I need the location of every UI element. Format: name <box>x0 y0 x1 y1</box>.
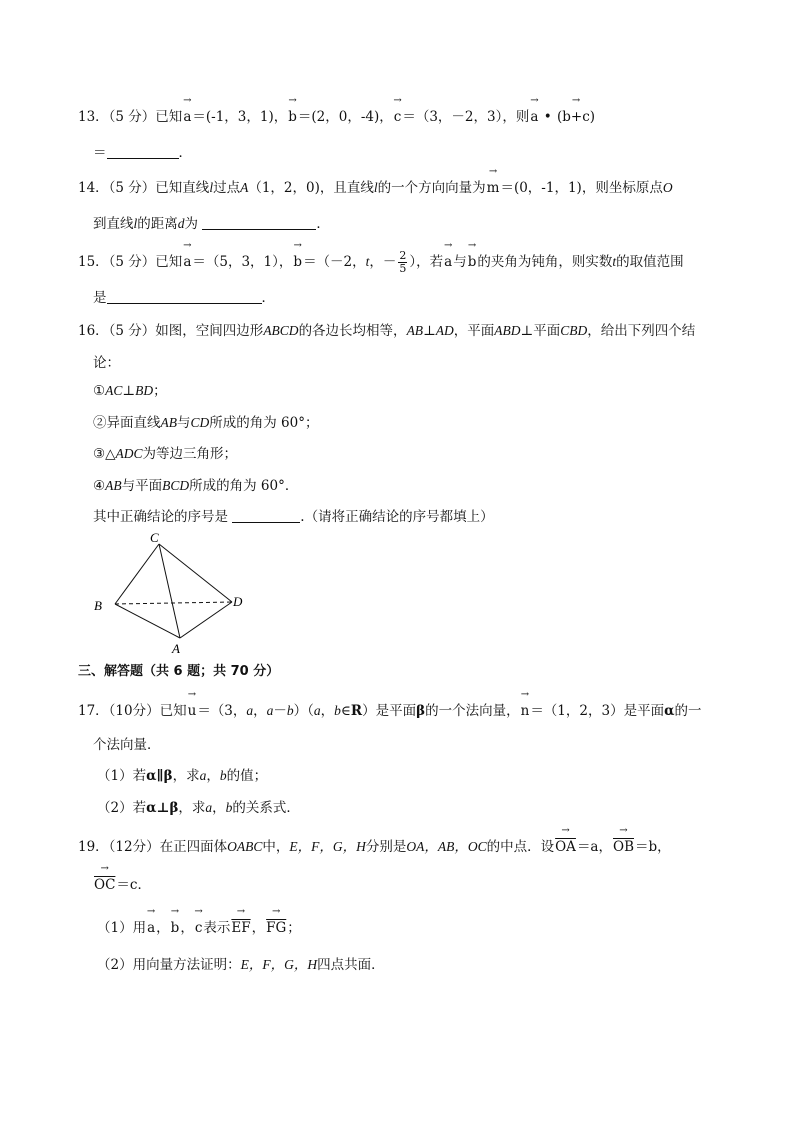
q17-text: 的值； <box>226 768 268 784</box>
label-C: C <box>150 530 159 545</box>
var-AD: AD <box>435 323 454 338</box>
segments: OA，AB，OC <box>406 839 487 854</box>
label-B: B <box>94 598 102 613</box>
var-a: a <box>205 800 213 815</box>
q17-text: ， <box>320 703 335 719</box>
q13-b-value: ＝(2，0，-4)， <box>297 109 393 125</box>
q14-text: 14．（5 分）已知直线 <box>78 180 210 196</box>
vector-n: → n <box>520 701 531 721</box>
parallel-condition: α∥β <box>146 768 173 784</box>
q14-text: 为 <box>184 216 199 232</box>
q17-text: ， <box>253 703 267 719</box>
q16-option-4 <box>93 476 298 496</box>
vector-a: → a <box>443 252 453 272</box>
answer-blank[interactable] <box>107 144 179 159</box>
q16-text: .（请将正确结论的序号都填上） <box>300 509 494 525</box>
point-A: A <box>240 180 249 195</box>
dot-operator: • <box>543 109 552 125</box>
q19-line1 <box>78 837 671 857</box>
q16-option-3 <box>93 444 237 464</box>
point-O: O <box>662 180 673 195</box>
q16-option-1 <box>93 381 167 401</box>
q17-part-2 <box>97 798 300 818</box>
q15-b-value: ＝（－2， <box>303 254 366 270</box>
q15-line2 <box>93 288 275 308</box>
q17-text: ）是平面 <box>362 703 417 719</box>
var-b: b <box>219 768 227 783</box>
var-alpha: α <box>664 703 675 719</box>
vector-b: → b <box>170 918 181 938</box>
vector-b-plus-c: → (b+c) <box>556 107 596 127</box>
q16-text: ，平面 <box>453 323 495 339</box>
var-BCD: BCD <box>162 478 190 493</box>
perp-symbol: ⊥ <box>122 383 136 399</box>
q19-text: （1）用 <box>97 920 147 936</box>
perp-condition: α⊥β <box>146 800 179 816</box>
q16-text: 其中正确结论的序号是 <box>93 509 228 525</box>
q19-text: 19．（12分）在正四面体 <box>78 839 228 855</box>
var-ABD: ABD <box>494 323 521 338</box>
fraction-numerator: 2 <box>399 249 407 262</box>
vector-c: → c <box>393 107 403 127</box>
q16-text: 16．（5 分）如图，空间四边形 <box>78 323 264 339</box>
var-l: l <box>133 216 138 231</box>
q13-a-value: ＝(-1，3，1)， <box>192 109 288 125</box>
vector-FG: → $\overline{FG}$ <box>265 918 287 938</box>
var-beta: β <box>416 703 426 719</box>
q17-part-1 <box>97 766 267 786</box>
var-l: l <box>373 180 378 195</box>
q16-line1 <box>78 321 695 341</box>
vector-OA: → $\overline{OA}$ <box>554 837 577 857</box>
q17-text: 的一 <box>674 703 702 719</box>
q17-text: ，求 <box>172 768 200 784</box>
q17-text: ， <box>206 768 220 784</box>
var-l: l <box>209 180 214 195</box>
q13-line2 <box>93 143 192 163</box>
edge-BD-dashed <box>115 602 232 604</box>
q16-text: ，给出下列四个结 <box>587 323 696 339</box>
var-a: a <box>199 768 207 783</box>
q13-c-value: ＝（3，－2，3），则 <box>402 109 530 125</box>
q15-b-value: ，－ <box>369 254 397 270</box>
var-a: a <box>266 703 274 718</box>
vector-b: → b <box>287 107 298 127</box>
q16-ask <box>93 507 494 527</box>
q16-text: 所成的角为 60°． <box>189 478 299 494</box>
vector-u: → u <box>187 701 198 721</box>
var-b: b <box>286 703 294 718</box>
var-OABC: OABC <box>227 839 263 854</box>
q13-text: 13．（5 分）已知 <box>78 109 183 125</box>
tetrahedron-figure <box>88 528 258 656</box>
var-BD: BD <box>135 383 154 398</box>
period: ． <box>178 145 192 161</box>
var-t: t <box>365 254 370 269</box>
option-number: ② <box>93 415 107 431</box>
q19-text: ， <box>180 920 194 936</box>
q19-text: 分别是 <box>365 839 407 855</box>
vector-OB: → $\overline{OB}$ <box>612 837 635 857</box>
fraction-denominator: 5 <box>399 262 407 275</box>
answer-blank[interactable] <box>107 289 262 304</box>
q14-text: 的一个方向向量为 <box>377 180 486 196</box>
vector-a: → a <box>146 918 156 938</box>
q14-text: 到直线 <box>93 216 134 232</box>
q14-line1 <box>78 178 673 198</box>
edge-DA <box>180 602 232 638</box>
triangle-symbol: △ <box>105 446 116 462</box>
q19-text: 四点共面． <box>317 957 385 973</box>
q17-text: ，求 <box>178 800 206 816</box>
vector-OC: → $\overline{OC}$ <box>93 875 116 895</box>
q17-text: ＝（3， <box>197 703 247 719</box>
vector-a: → a <box>529 107 539 127</box>
option-number: ④ <box>93 478 106 494</box>
q15-line1 <box>78 250 684 275</box>
vector-c: → c <box>194 918 204 938</box>
var-AB: AB <box>105 478 122 493</box>
q16-text: ⊥平面 <box>520 323 561 339</box>
equals-sign: ＝ <box>93 145 107 161</box>
var-b: b <box>334 703 341 718</box>
q19-line2 <box>93 875 151 895</box>
q16-text: 与 <box>177 415 191 431</box>
q15-text: 的取值范围 <box>616 254 684 270</box>
fraction <box>398 250 407 275</box>
q17-line1 <box>78 701 701 721</box>
q17-text: （2）若 <box>97 800 147 816</box>
q16-line2 <box>93 353 120 373</box>
q17-text: 的一个法向量， <box>425 703 520 719</box>
var-AB: AB <box>160 415 177 430</box>
edge-CB <box>115 544 159 604</box>
q15-text: 的夹角为钝角，则实数 <box>477 254 613 270</box>
answer-blank[interactable] <box>202 215 316 230</box>
q14-text: （1，2，0)，且直线 <box>248 180 374 196</box>
q16-text: 所成的角为 60°； <box>209 415 319 431</box>
q19-text: ＝c． <box>116 877 151 893</box>
section-heading: 三、解答题（共 6 题；共 70 分） <box>78 664 280 679</box>
option-number: ③ <box>93 446 106 462</box>
q19-text: ＝b， <box>635 839 671 855</box>
q17-text: 个法向量． <box>93 737 161 753</box>
var-ADC: ADC <box>115 446 143 461</box>
option-number: ① <box>93 383 106 399</box>
q19-text: ； <box>287 920 301 936</box>
q14-line2 <box>93 214 330 234</box>
q15-text: 是 <box>93 290 107 306</box>
q19-text: （2）用向量方法证明： <box>97 957 241 973</box>
q19-text: 表示 <box>203 920 231 936</box>
q16-text: 与平面 <box>121 478 163 494</box>
q17-text: 17．（10分）已知 <box>78 703 187 719</box>
q17-text: 的关系式． <box>232 800 300 816</box>
q17-text: （1）若 <box>97 768 147 784</box>
q15-text: 15．（5 分）已知 <box>78 254 183 270</box>
q16-text: 异面直线 <box>106 415 161 431</box>
q15-text: ），若 <box>409 254 444 270</box>
q16-text: ； <box>153 383 167 399</box>
var-t: t <box>612 254 617 269</box>
var-CBD: CBD <box>560 323 588 338</box>
q14-m-value: ＝(0，-1，1)，则坐标原点 <box>500 180 663 196</box>
perp-symbol: ⊥ <box>423 323 436 339</box>
var-a: a <box>313 703 321 718</box>
label-D: D <box>233 594 243 609</box>
q16-text: 论： <box>93 355 120 371</box>
label-A: A <box>172 641 180 656</box>
real-set-symbol: R <box>350 703 363 719</box>
q17-text: ＝（1，2，3）是平面 <box>530 703 665 719</box>
q15-a-value: ＝（5，3，1）， <box>192 254 293 270</box>
vector-m: → m <box>486 178 501 198</box>
var-AC: AC <box>105 383 123 398</box>
q13-line1 <box>78 107 596 127</box>
vector-b: → b <box>467 252 478 272</box>
q15-text: 与 <box>453 254 467 270</box>
var-CD: CD <box>190 415 210 430</box>
vector-a: → a <box>182 252 192 272</box>
q19-part-1 <box>97 918 301 938</box>
points-EFGH: E，F，G，H <box>289 839 366 854</box>
q19-text: ， <box>156 920 170 936</box>
q19-part-2 <box>97 955 385 975</box>
q17-text: ∈ <box>340 703 351 719</box>
q19-text: ＝a， <box>576 839 612 855</box>
edge-BA <box>115 604 180 638</box>
points-EFGH: E，F，G，H <box>240 957 318 972</box>
q17-text: － <box>273 703 287 719</box>
vector-b: → b <box>292 252 303 272</box>
period: ． <box>261 290 275 306</box>
q17-line2 <box>93 735 161 755</box>
var-b: b <box>225 800 233 815</box>
vector-a: → a <box>182 107 192 127</box>
var-ABCD: ABCD <box>263 323 299 338</box>
q16-text: 为等边三角形； <box>142 446 237 462</box>
q16-option-2 <box>93 413 319 433</box>
q19-text: ， <box>251 920 266 936</box>
var-d: d <box>177 216 185 231</box>
period: ． <box>316 216 330 232</box>
q14-text: 过点 <box>213 180 241 196</box>
answer-blank[interactable] <box>232 508 300 523</box>
q17-text: ）（ <box>293 703 314 719</box>
q19-text: 的中点．设 <box>486 839 555 855</box>
q16-text: 的各边长均相等， <box>298 323 407 339</box>
q14-text: 的距离 <box>137 216 178 232</box>
var-a: a <box>246 703 254 718</box>
q17-text: ， <box>212 800 226 816</box>
q19-text: 中， <box>262 839 290 855</box>
var-AB: AB <box>406 323 424 338</box>
vector-EF: → $\overline{EF}$ <box>230 918 251 938</box>
